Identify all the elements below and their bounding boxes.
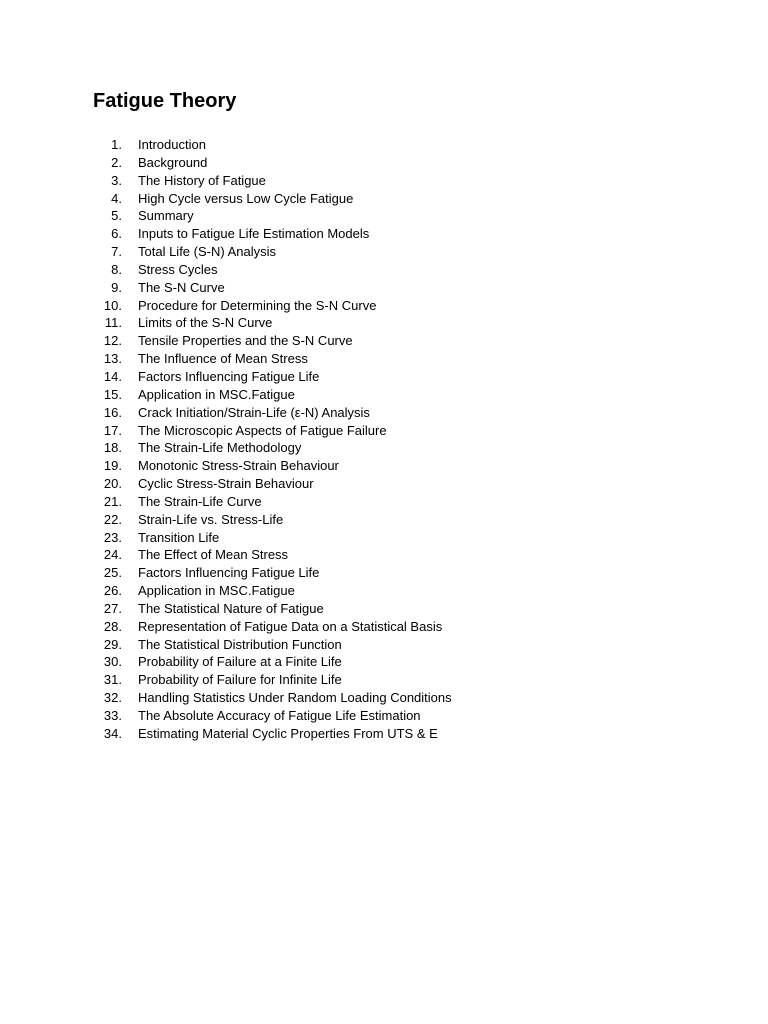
- list-item-text: Probability of Failure for Infinite Life: [138, 672, 342, 688]
- list-item-text: Procedure for Determining the S-N Curve: [138, 297, 377, 313]
- list-item-number: 8.: [111, 261, 122, 277]
- list-item-text: Background: [138, 154, 208, 170]
- list-item-text: Probability of Failure at a Finite Life: [138, 654, 342, 670]
- list-item-number: 18.: [103, 440, 122, 456]
- list-item-text: Limits of the S-N Curve: [138, 315, 273, 331]
- list-item-number: 2.: [111, 154, 122, 170]
- list-item-number: 17.: [103, 422, 122, 438]
- list-item-text: The Strain-Life Methodology: [138, 440, 302, 456]
- list-item-number: 26.: [103, 583, 122, 599]
- list-item-number: 7.: [111, 244, 122, 260]
- list-item-text: Introduction: [138, 137, 206, 152]
- list-item-number: 9.: [111, 279, 122, 295]
- list-item-text: Tensile Properties and the S-N Curve: [138, 333, 353, 349]
- list-item-text: Application in MSC.Fatigue: [138, 386, 295, 402]
- list-item-text: The History of Fatigue: [138, 172, 266, 188]
- list-item-number: 32.: [103, 690, 122, 706]
- list-item-text: Stress Cycles: [138, 261, 218, 277]
- list-item-number: 30.: [103, 654, 122, 670]
- list-item-number: 10.: [103, 297, 122, 313]
- list-item-number: 16.: [103, 404, 122, 420]
- list-item-text: Monotonic Stress-Strain Behaviour: [138, 458, 339, 474]
- list-item-text: Transition Life: [138, 529, 220, 545]
- list-item-text: Factors Influencing Fatigue Life: [138, 368, 320, 384]
- list-item-text: The Statistical Distribution Function: [138, 636, 342, 652]
- list-item-number: 19.: [103, 458, 122, 474]
- list-item-number: 6.: [111, 226, 122, 242]
- list-item-number: 13.: [103, 351, 122, 367]
- list-item-text: Crack Initiation/Strain-Life (ε-N) Analysis: [138, 404, 370, 420]
- list-item-text: Summary: [138, 208, 194, 224]
- list-item-text: Total Life (S-N) Analysis: [138, 244, 276, 260]
- list-item-text: High Cycle versus Low Cycle Fatigue: [138, 190, 354, 206]
- list-item-number: 28.: [103, 618, 122, 634]
- list-item-number: 3.: [111, 172, 122, 188]
- list-item-number: 23.: [103, 529, 122, 545]
- list-item-text: The Effect of Mean Stress: [138, 547, 289, 563]
- list-item-text: Estimating Material Cyclic Properties From UTS & E: [138, 725, 438, 741]
- list-item-text: Factors Influencing Fatigue Life: [138, 565, 320, 581]
- list-item-number: 15.: [103, 386, 122, 402]
- list-item-number: 31.: [103, 672, 122, 688]
- list-item-text: The Strain-Life Curve: [138, 493, 262, 509]
- page-title: Fatigue Theory: [93, 90, 237, 112]
- list-item-number: 5.: [111, 208, 122, 224]
- list-item-text: Application in MSC.Fatigue: [138, 583, 295, 599]
- list-item-text: Handling Statistics Under Random Loading Conditions: [138, 690, 452, 706]
- list-item-number: 22.: [103, 511, 122, 527]
- list-item-number: 11.: [104, 315, 122, 331]
- list-item-text: Cyclic Stress-Strain Behaviour: [138, 476, 314, 492]
- list-item-text: Representation of Fatigue Data on a Statistical Basis: [138, 618, 443, 634]
- list-item-number: 24.: [103, 547, 122, 563]
- list-item-text: Inputs to Fatigue Life Estimation Models: [138, 226, 370, 242]
- list-item-number: 29.: [103, 636, 122, 652]
- list-item-number: 34.: [103, 725, 122, 741]
- list-item-number: 4.: [111, 190, 122, 206]
- list-item-text: The Statistical Nature of Fatigue: [138, 600, 324, 616]
- list-item-text: The Absolute Accuracy of Fatigue Life Estimation: [138, 708, 421, 723]
- list-item-number: 33.: [103, 708, 122, 723]
- list-item-number: 1.: [111, 137, 122, 152]
- list-item-text: The S-N Curve: [138, 279, 225, 295]
- list-item-text: The Influence of Mean Stress: [138, 351, 308, 367]
- list-item-text: Strain-Life vs. Stress-Life: [138, 511, 284, 527]
- list-item-number: 12.: [103, 333, 122, 349]
- list-item-text: The Microscopic Aspects of Fatigue Failure: [138, 422, 387, 438]
- list-item-number: 21.: [103, 493, 122, 509]
- list-item-number: 27.: [103, 600, 122, 616]
- list-item-number: 20.: [103, 476, 122, 492]
- list-item-number: 14.: [103, 368, 122, 384]
- list-item-number: 25.: [103, 565, 122, 581]
